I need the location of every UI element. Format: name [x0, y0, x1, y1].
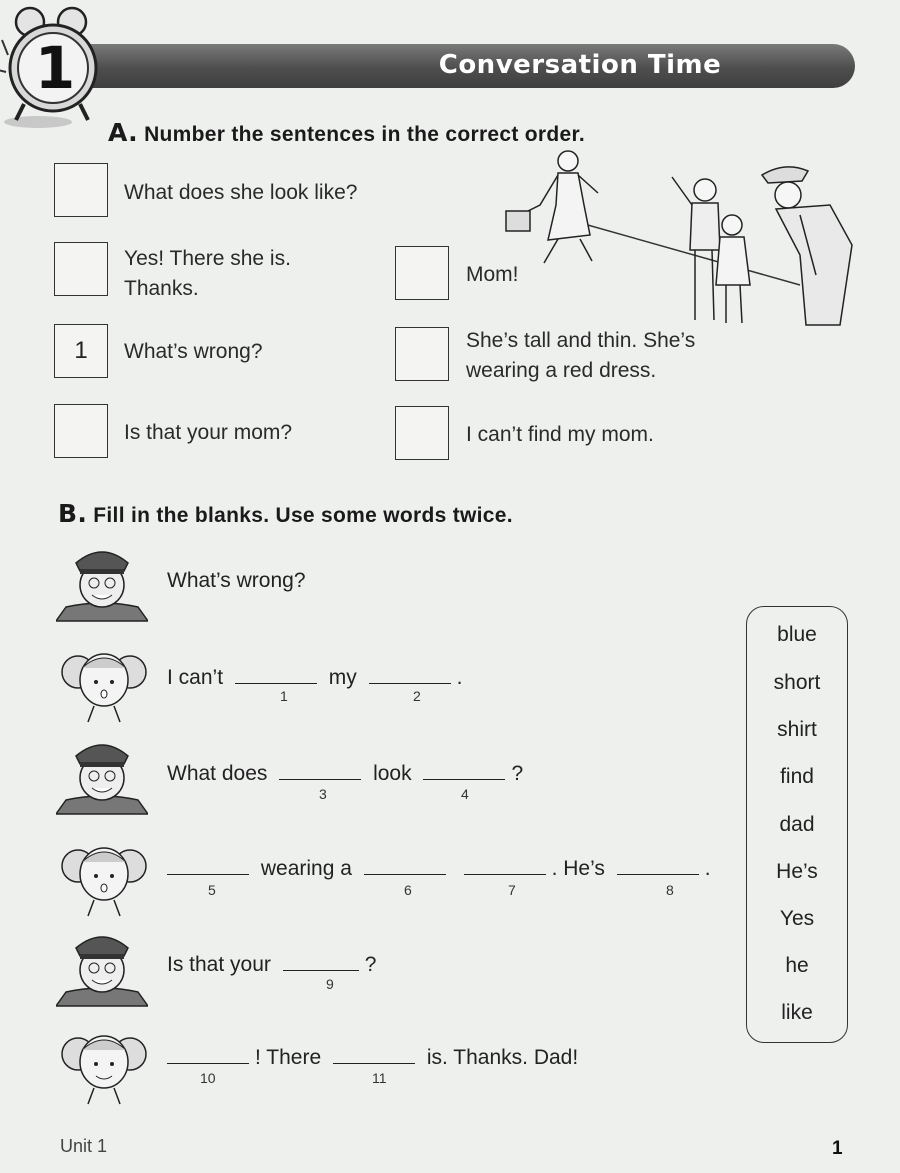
blank-number: 10 — [200, 1070, 216, 1086]
dialogue-text: . — [704, 857, 711, 880]
word-bank-item: shirt — [777, 718, 817, 741]
part-a-letter: A. — [108, 118, 138, 147]
mom-and-police-illustration — [500, 145, 865, 330]
blank-number: 2 — [413, 688, 421, 704]
blank-field[interactable] — [364, 856, 446, 875]
dialogue-text: ? — [364, 953, 377, 976]
sentence — [124, 244, 291, 304]
dialogue-text: wearing a — [260, 857, 352, 880]
dialogue-line — [167, 665, 462, 690]
girl-face-icon — [58, 1026, 150, 1108]
girl-face-icon — [58, 644, 150, 726]
blank-field[interactable] — [423, 761, 505, 780]
blank-number: 11 — [372, 1070, 387, 1086]
word-bank-item: blue — [777, 623, 817, 646]
dialogue-text: ! There — [255, 1046, 322, 1069]
unit-number: 1 — [34, 34, 76, 102]
dialogue-line — [167, 952, 376, 977]
sentence-line: Yes! There she is. — [124, 247, 291, 270]
word-bank-item: He’s — [776, 860, 818, 883]
answer-box[interactable]: 1 — [54, 324, 108, 378]
dialogue-text: ? — [511, 762, 524, 785]
page-number: 1 — [832, 1138, 843, 1159]
dialogue-line — [161, 1045, 578, 1070]
answer-box[interactable] — [395, 406, 449, 460]
part-b-instruction: Fill in the blanks. Use some words twice. — [93, 504, 513, 527]
blank-number: 3 — [319, 786, 327, 802]
dialogue-line — [167, 569, 306, 593]
sentence: Is that your mom? — [124, 421, 293, 444]
girl-face-icon — [58, 838, 150, 920]
blank-field[interactable] — [167, 1045, 249, 1064]
sentence: What does she look like? — [124, 181, 358, 204]
dialogue-text: What’s wrong? — [167, 569, 306, 592]
word-bank-item: he — [785, 954, 809, 977]
blank-field[interactable] — [167, 856, 249, 875]
unit-label: Unit 1 — [60, 1136, 108, 1156]
blank-field[interactable] — [617, 856, 699, 875]
dialogue-text: . He’s — [551, 857, 605, 880]
part-b-letter: B. — [58, 499, 88, 528]
blank-number: 8 — [666, 882, 674, 898]
blank-number: 5 — [208, 882, 216, 898]
sentence: I can’t find my mom. — [466, 423, 654, 446]
sentence-line: wearing a red dress. — [466, 359, 657, 382]
sentence — [466, 326, 695, 386]
answer-box[interactable] — [54, 163, 108, 217]
blank-field[interactable] — [369, 665, 451, 684]
dialogue-text: look — [373, 762, 412, 785]
dialogue-line — [161, 856, 711, 881]
blank-field[interactable] — [279, 761, 361, 780]
part-b-heading — [58, 499, 513, 528]
blank-field[interactable] — [464, 856, 546, 875]
alarm-clock-icon — [0, 0, 115, 130]
blank-number: 6 — [404, 882, 412, 898]
title-banner — [55, 44, 855, 88]
dialogue-line — [167, 761, 523, 786]
part-a-heading — [108, 118, 585, 147]
dialogue-text: my — [328, 666, 357, 689]
police-officer-icon — [56, 541, 148, 623]
police-officer-icon — [56, 734, 148, 816]
dialogue-text: . — [456, 666, 463, 689]
blank-field[interactable] — [283, 952, 359, 971]
answer-box[interactable] — [54, 242, 108, 296]
sentence-line: Thanks. — [124, 277, 199, 300]
sentence-line: She’s tall and thin. She’s — [466, 329, 696, 352]
blank-field[interactable] — [235, 665, 317, 684]
word-bank-item: like — [781, 1001, 813, 1024]
answer-box[interactable] — [54, 404, 108, 458]
blank-number: 4 — [461, 786, 469, 802]
police-officer-icon — [56, 926, 148, 1008]
dialogue-text: What does — [167, 762, 268, 785]
blank-number: 7 — [508, 882, 516, 898]
dialogue-text: is. Thanks. Dad! — [426, 1046, 579, 1069]
part-a-instruction: Number the sentences in the correct order. — [144, 123, 585, 146]
word-bank-item: find — [780, 765, 814, 788]
sentence: What’s wrong? — [124, 340, 263, 363]
dialogue-text: Is that your — [167, 953, 271, 976]
word-bank-item: dad — [779, 813, 815, 836]
word-bank — [746, 606, 848, 1043]
page-title: Conversation Time — [438, 50, 722, 80]
blank-number: 9 — [326, 976, 334, 992]
blank-number: 1 — [280, 688, 288, 704]
dialogue-text: I can’t — [167, 666, 224, 689]
word-bank-item: Yes — [779, 907, 815, 930]
answer-box[interactable] — [395, 327, 449, 381]
sentence: Mom! — [466, 263, 519, 286]
word-bank-item: short — [773, 671, 821, 694]
answer-box[interactable] — [395, 246, 449, 300]
blank-field[interactable] — [333, 1045, 415, 1064]
